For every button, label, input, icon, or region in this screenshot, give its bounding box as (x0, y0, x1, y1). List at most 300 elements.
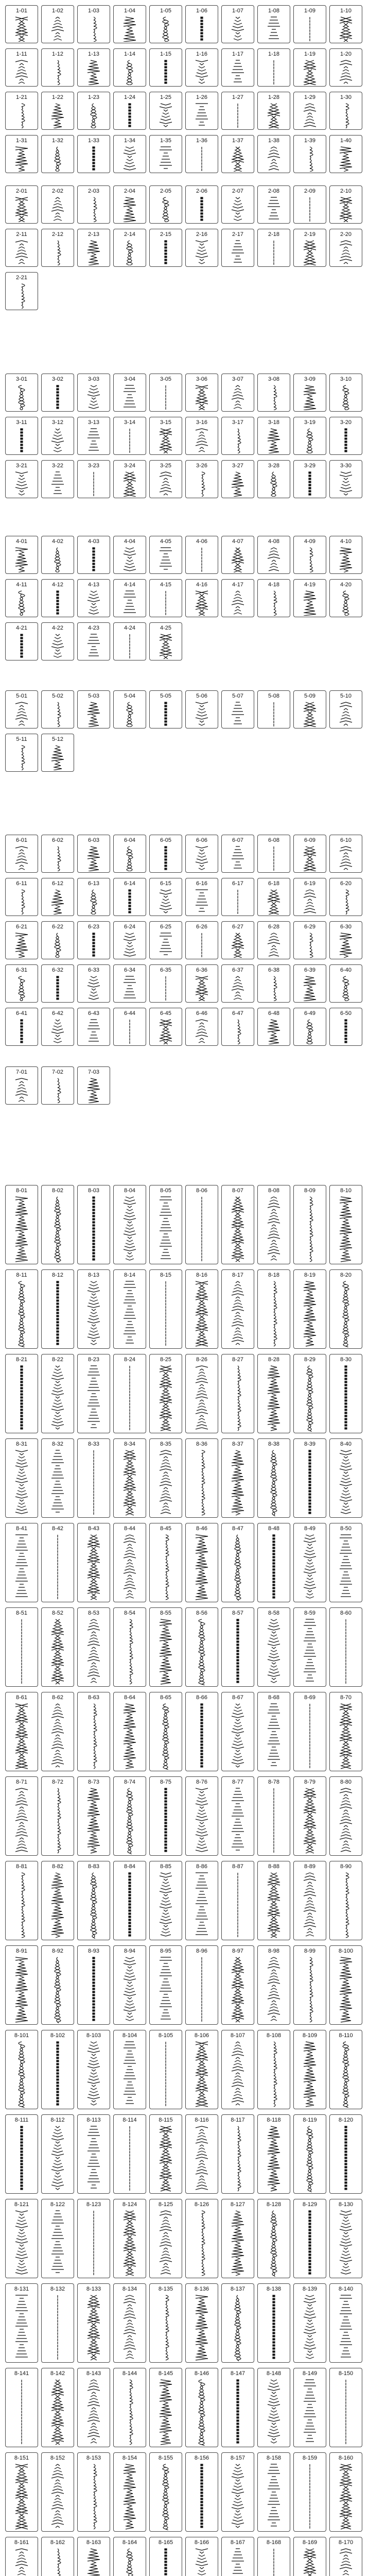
stitch-cell-8-27[interactable] (221, 1354, 254, 1433)
stitch-cell-8-67[interactable] (221, 1692, 254, 1771)
stitch-cell-2-08[interactable] (257, 185, 290, 224)
stitch-cell-3-13[interactable] (77, 417, 110, 455)
stitch-cell-8-102[interactable] (41, 2030, 74, 2109)
stitch-cell-8-01[interactable] (5, 1185, 38, 1264)
stitch-cell-1-39[interactable] (293, 135, 326, 173)
stitch-cell-1-23[interactable] (77, 92, 110, 130)
stitch-cell-3-05[interactable] (149, 374, 182, 412)
stitch-cell-6-46[interactable] (185, 1008, 218, 1046)
stitch-cell-6-26[interactable] (185, 921, 218, 959)
stitch-cell-6-41[interactable] (5, 1008, 38, 1046)
stitch-cell-4-13[interactable] (77, 579, 110, 617)
stitch-cell-8-133[interactable] (77, 2283, 110, 2363)
stitch-cell-8-65[interactable] (149, 1692, 182, 1771)
stitch-cell-6-18[interactable] (257, 878, 290, 916)
stitch-cell-8-32[interactable] (41, 1438, 74, 1518)
stitch-cell-1-37[interactable] (221, 135, 254, 173)
stitch-cell-2-19[interactable] (293, 229, 326, 267)
stitch-cell-5-01[interactable] (5, 690, 38, 728)
stitch-cell-8-50[interactable] (329, 1523, 362, 1602)
stitch-cell-8-155[interactable] (149, 2452, 182, 2532)
stitch-cell-3-24[interactable] (113, 460, 146, 498)
stitch-cell-8-81[interactable] (5, 1861, 38, 1940)
stitch-cell-8-34[interactable] (113, 1438, 146, 1518)
stitch-cell-6-27[interactable] (221, 921, 254, 959)
stitch-cell-8-87[interactable] (221, 1861, 254, 1940)
stitch-cell-8-111[interactable] (5, 2114, 38, 2194)
stitch-cell-1-02[interactable] (41, 5, 74, 43)
stitch-cell-4-17[interactable] (221, 579, 254, 617)
stitch-cell-1-21[interactable] (5, 92, 38, 130)
stitch-cell-8-141[interactable] (5, 2368, 38, 2447)
stitch-cell-8-154[interactable] (113, 2452, 146, 2532)
stitch-cell-3-30[interactable] (329, 460, 362, 498)
stitch-cell-8-31[interactable] (5, 1438, 38, 1518)
stitch-cell-8-149[interactable] (293, 2368, 326, 2447)
stitch-cell-8-78[interactable] (257, 1776, 290, 1856)
stitch-cell-8-118[interactable] (257, 2114, 290, 2194)
stitch-cell-8-46[interactable] (185, 1523, 218, 1602)
stitch-cell-8-60[interactable] (329, 1607, 362, 1687)
stitch-cell-1-15[interactable] (149, 48, 182, 87)
stitch-cell-3-14[interactable] (113, 417, 146, 455)
stitch-cell-8-57[interactable] (221, 1607, 254, 1687)
stitch-cell-8-59[interactable] (293, 1607, 326, 1687)
stitch-cell-8-15[interactable] (149, 1269, 182, 1349)
stitch-cell-1-04[interactable] (113, 5, 146, 43)
stitch-cell-3-27[interactable] (221, 460, 254, 498)
stitch-cell-3-16[interactable] (185, 417, 218, 455)
stitch-cell-6-23[interactable] (77, 921, 110, 959)
stitch-cell-3-07[interactable] (221, 374, 254, 412)
stitch-cell-1-26[interactable] (185, 92, 218, 130)
stitch-cell-3-29[interactable] (293, 460, 326, 498)
stitch-cell-8-106[interactable] (185, 2030, 218, 2109)
stitch-cell-8-23[interactable] (77, 1354, 110, 1433)
stitch-cell-8-85[interactable] (149, 1861, 182, 1940)
stitch-cell-4-05[interactable] (149, 536, 182, 574)
stitch-cell-2-18[interactable] (257, 229, 290, 267)
stitch-cell-8-38[interactable] (257, 1438, 290, 1518)
stitch-cell-8-69[interactable] (293, 1692, 326, 1771)
stitch-cell-8-26[interactable] (185, 1354, 218, 1433)
stitch-cell-8-12[interactable] (41, 1269, 74, 1349)
stitch-cell-8-120[interactable] (329, 2114, 362, 2194)
stitch-cell-6-45[interactable] (149, 1008, 182, 1046)
stitch-cell-8-52[interactable] (41, 1607, 74, 1687)
stitch-cell-4-20[interactable] (329, 579, 362, 617)
stitch-cell-2-07[interactable] (221, 185, 254, 224)
stitch-cell-3-10[interactable] (329, 374, 362, 412)
stitch-cell-8-76[interactable] (185, 1776, 218, 1856)
stitch-cell-8-94[interactable] (113, 1945, 146, 2025)
stitch-cell-1-30[interactable] (329, 92, 362, 130)
stitch-cell-6-42[interactable] (41, 1008, 74, 1046)
stitch-cell-8-17[interactable] (221, 1269, 254, 1349)
stitch-cell-8-166[interactable] (185, 2537, 218, 2576)
stitch-cell-3-21[interactable] (5, 460, 38, 498)
stitch-cell-4-21[interactable] (5, 622, 38, 660)
stitch-cell-2-01[interactable] (5, 185, 38, 224)
stitch-cell-8-158[interactable] (257, 2452, 290, 2532)
stitch-cell-6-28[interactable] (257, 921, 290, 959)
stitch-cell-1-20[interactable] (329, 48, 362, 87)
stitch-cell-1-29[interactable] (293, 92, 326, 130)
stitch-cell-8-02[interactable] (41, 1185, 74, 1264)
stitch-cell-4-18[interactable] (257, 579, 290, 617)
stitch-cell-6-08[interactable] (257, 835, 290, 873)
stitch-cell-5-10[interactable] (329, 690, 362, 728)
stitch-cell-4-07[interactable] (221, 536, 254, 574)
stitch-cell-8-93[interactable] (77, 1945, 110, 2025)
stitch-cell-6-09[interactable] (293, 835, 326, 873)
stitch-cell-8-47[interactable] (221, 1523, 254, 1602)
stitch-cell-1-36[interactable] (185, 135, 218, 173)
stitch-cell-8-163[interactable] (77, 2537, 110, 2576)
stitch-cell-6-34[interactable] (113, 964, 146, 1003)
stitch-cell-8-10[interactable] (329, 1185, 362, 1264)
stitch-cell-8-28[interactable] (257, 1354, 290, 1433)
stitch-cell-5-08[interactable] (257, 690, 290, 728)
stitch-cell-6-31[interactable] (5, 964, 38, 1003)
stitch-cell-8-107[interactable] (221, 2030, 254, 2109)
stitch-cell-6-11[interactable] (5, 878, 38, 916)
stitch-cell-4-23[interactable] (77, 622, 110, 660)
stitch-cell-8-110[interactable] (329, 2030, 362, 2109)
stitch-cell-6-35[interactable] (149, 964, 182, 1003)
stitch-cell-8-84[interactable] (113, 1861, 146, 1940)
stitch-cell-8-121[interactable] (5, 2199, 38, 2278)
stitch-cell-2-14[interactable] (113, 229, 146, 267)
stitch-cell-8-22[interactable] (41, 1354, 74, 1433)
stitch-cell-8-123[interactable] (77, 2199, 110, 2278)
stitch-cell-8-79[interactable] (293, 1776, 326, 1856)
stitch-cell-6-36[interactable] (185, 964, 218, 1003)
stitch-cell-6-39[interactable] (293, 964, 326, 1003)
stitch-cell-8-71[interactable] (5, 1776, 38, 1856)
stitch-cell-2-13[interactable] (77, 229, 110, 267)
stitch-cell-6-49[interactable] (293, 1008, 326, 1046)
stitch-cell-8-75[interactable] (149, 1776, 182, 1856)
stitch-cell-1-40[interactable] (329, 135, 362, 173)
stitch-cell-2-16[interactable] (185, 229, 218, 267)
stitch-cell-2-12[interactable] (41, 229, 74, 267)
stitch-cell-8-88[interactable] (257, 1861, 290, 1940)
stitch-cell-5-02[interactable] (41, 690, 74, 728)
stitch-cell-8-117[interactable] (221, 2114, 254, 2194)
stitch-cell-6-15[interactable] (149, 878, 182, 916)
stitch-cell-8-62[interactable] (41, 1692, 74, 1771)
stitch-cell-8-126[interactable] (185, 2199, 218, 2278)
stitch-cell-3-18[interactable] (257, 417, 290, 455)
stitch-cell-8-96[interactable] (185, 1945, 218, 2025)
stitch-cell-5-04[interactable] (113, 690, 146, 728)
stitch-cell-4-15[interactable] (149, 579, 182, 617)
stitch-cell-1-11[interactable] (5, 48, 38, 87)
stitch-cell-6-13[interactable] (77, 878, 110, 916)
stitch-cell-6-47[interactable] (221, 1008, 254, 1046)
stitch-cell-8-140[interactable] (329, 2283, 362, 2363)
stitch-cell-4-11[interactable] (5, 579, 38, 617)
stitch-cell-5-12[interactable] (41, 734, 74, 772)
stitch-cell-1-03[interactable] (77, 5, 110, 43)
stitch-cell-8-125[interactable] (149, 2199, 182, 2278)
stitch-cell-8-165[interactable] (149, 2537, 182, 2576)
stitch-cell-6-44[interactable] (113, 1008, 146, 1046)
stitch-cell-6-10[interactable] (329, 835, 362, 873)
stitch-cell-1-25[interactable] (149, 92, 182, 130)
stitch-cell-3-26[interactable] (185, 460, 218, 498)
stitch-cell-8-112[interactable] (41, 2114, 74, 2194)
stitch-cell-1-07[interactable] (221, 5, 254, 43)
stitch-cell-8-80[interactable] (329, 1776, 362, 1856)
stitch-cell-8-100[interactable] (329, 1945, 362, 2025)
stitch-cell-2-03[interactable] (77, 185, 110, 224)
stitch-cell-4-24[interactable] (113, 622, 146, 660)
stitch-cell-3-15[interactable] (149, 417, 182, 455)
stitch-cell-8-119[interactable] (293, 2114, 326, 2194)
stitch-cell-8-63[interactable] (77, 1692, 110, 1771)
stitch-cell-8-07[interactable] (221, 1185, 254, 1264)
stitch-cell-3-01[interactable] (5, 374, 38, 412)
stitch-cell-8-86[interactable] (185, 1861, 218, 1940)
stitch-cell-1-01[interactable] (5, 5, 38, 43)
stitch-cell-6-40[interactable] (329, 964, 362, 1003)
stitch-cell-8-37[interactable] (221, 1438, 254, 1518)
stitch-cell-4-03[interactable] (77, 536, 110, 574)
stitch-cell-8-101[interactable] (5, 2030, 38, 2109)
stitch-cell-8-09[interactable] (293, 1185, 326, 1264)
stitch-cell-4-02[interactable] (41, 536, 74, 574)
stitch-cell-5-07[interactable] (221, 690, 254, 728)
stitch-cell-3-20[interactable] (329, 417, 362, 455)
stitch-cell-1-06[interactable] (185, 5, 218, 43)
stitch-cell-8-135[interactable] (149, 2283, 182, 2363)
stitch-cell-8-13[interactable] (77, 1269, 110, 1349)
stitch-cell-8-139[interactable] (293, 2283, 326, 2363)
stitch-cell-6-33[interactable] (77, 964, 110, 1003)
stitch-cell-6-19[interactable] (293, 878, 326, 916)
stitch-cell-8-82[interactable] (41, 1861, 74, 1940)
stitch-cell-4-06[interactable] (185, 536, 218, 574)
stitch-cell-2-17[interactable] (221, 229, 254, 267)
stitch-cell-6-25[interactable] (149, 921, 182, 959)
stitch-cell-2-10[interactable] (329, 185, 362, 224)
stitch-cell-2-21[interactable] (5, 272, 38, 310)
stitch-cell-8-05[interactable] (149, 1185, 182, 1264)
stitch-cell-8-64[interactable] (113, 1692, 146, 1771)
stitch-cell-8-66[interactable] (185, 1692, 218, 1771)
stitch-cell-8-170[interactable] (329, 2537, 362, 2576)
stitch-cell-8-168[interactable] (257, 2537, 290, 2576)
stitch-cell-1-28[interactable] (257, 92, 290, 130)
stitch-cell-8-08[interactable] (257, 1185, 290, 1264)
stitch-cell-8-134[interactable] (113, 2283, 146, 2363)
stitch-cell-1-14[interactable] (113, 48, 146, 87)
stitch-cell-8-55[interactable] (149, 1607, 182, 1687)
stitch-cell-1-24[interactable] (113, 92, 146, 130)
stitch-cell-8-164[interactable] (113, 2537, 146, 2576)
stitch-cell-6-24[interactable] (113, 921, 146, 959)
stitch-cell-3-22[interactable] (41, 460, 74, 498)
stitch-cell-3-17[interactable] (221, 417, 254, 455)
stitch-cell-8-104[interactable] (113, 2030, 146, 2109)
stitch-cell-8-159[interactable] (293, 2452, 326, 2532)
stitch-cell-8-103[interactable] (77, 2030, 110, 2109)
stitch-cell-8-109[interactable] (293, 2030, 326, 2109)
stitch-cell-8-45[interactable] (149, 1523, 182, 1602)
stitch-cell-6-06[interactable] (185, 835, 218, 873)
stitch-cell-8-19[interactable] (293, 1269, 326, 1349)
stitch-cell-3-12[interactable] (41, 417, 74, 455)
stitch-cell-1-18[interactable] (257, 48, 290, 87)
stitch-cell-4-04[interactable] (113, 536, 146, 574)
stitch-cell-3-28[interactable] (257, 460, 290, 498)
stitch-cell-1-34[interactable] (113, 135, 146, 173)
stitch-cell-1-33[interactable] (77, 135, 110, 173)
stitch-cell-4-01[interactable] (5, 536, 38, 574)
stitch-cell-8-99[interactable] (293, 1945, 326, 2025)
stitch-cell-8-116[interactable] (185, 2114, 218, 2194)
stitch-cell-8-21[interactable] (5, 1354, 38, 1433)
stitch-cell-8-24[interactable] (113, 1354, 146, 1433)
stitch-cell-8-128[interactable] (257, 2199, 290, 2278)
stitch-cell-1-32[interactable] (41, 135, 74, 173)
stitch-cell-6-50[interactable] (329, 1008, 362, 1046)
stitch-cell-8-143[interactable] (77, 2368, 110, 2447)
stitch-cell-8-97[interactable] (221, 1945, 254, 2025)
stitch-cell-8-115[interactable] (149, 2114, 182, 2194)
stitch-cell-8-95[interactable] (149, 1945, 182, 2025)
stitch-cell-3-23[interactable] (77, 460, 110, 498)
stitch-cell-8-70[interactable] (329, 1692, 362, 1771)
stitch-cell-8-131[interactable] (5, 2283, 38, 2363)
stitch-cell-7-01[interactable] (5, 1066, 38, 1105)
stitch-cell-3-02[interactable] (41, 374, 74, 412)
stitch-cell-3-19[interactable] (293, 417, 326, 455)
stitch-cell-8-137[interactable] (221, 2283, 254, 2363)
stitch-cell-6-29[interactable] (293, 921, 326, 959)
stitch-cell-6-03[interactable] (77, 835, 110, 873)
stitch-cell-8-127[interactable] (221, 2199, 254, 2278)
stitch-cell-8-43[interactable] (77, 1523, 110, 1602)
stitch-cell-6-37[interactable] (221, 964, 254, 1003)
stitch-cell-8-68[interactable] (257, 1692, 290, 1771)
stitch-cell-6-17[interactable] (221, 878, 254, 916)
stitch-cell-5-11[interactable] (5, 734, 38, 772)
stitch-cell-7-02[interactable] (41, 1066, 74, 1105)
stitch-cell-6-43[interactable] (77, 1008, 110, 1046)
stitch-cell-8-160[interactable] (329, 2452, 362, 2532)
stitch-cell-8-83[interactable] (77, 1861, 110, 1940)
stitch-cell-8-03[interactable] (77, 1185, 110, 1264)
stitch-cell-8-129[interactable] (293, 2199, 326, 2278)
stitch-cell-8-169[interactable] (293, 2537, 326, 2576)
stitch-cell-1-10[interactable] (329, 5, 362, 43)
stitch-cell-8-11[interactable] (5, 1269, 38, 1349)
stitch-cell-5-03[interactable] (77, 690, 110, 728)
stitch-cell-8-132[interactable] (41, 2283, 74, 2363)
stitch-cell-8-44[interactable] (113, 1523, 146, 1602)
stitch-cell-8-48[interactable] (257, 1523, 290, 1602)
stitch-cell-1-08[interactable] (257, 5, 290, 43)
stitch-cell-2-15[interactable] (149, 229, 182, 267)
stitch-cell-8-35[interactable] (149, 1438, 182, 1518)
stitch-cell-8-41[interactable] (5, 1523, 38, 1602)
stitch-cell-1-13[interactable] (77, 48, 110, 87)
stitch-cell-6-30[interactable] (329, 921, 362, 959)
stitch-cell-8-122[interactable] (41, 2199, 74, 2278)
stitch-cell-3-06[interactable] (185, 374, 218, 412)
stitch-cell-8-153[interactable] (77, 2452, 110, 2532)
stitch-cell-8-142[interactable] (41, 2368, 74, 2447)
stitch-cell-4-22[interactable] (41, 622, 74, 660)
stitch-cell-8-04[interactable] (113, 1185, 146, 1264)
stitch-cell-8-61[interactable] (5, 1692, 38, 1771)
stitch-cell-8-51[interactable] (5, 1607, 38, 1687)
stitch-cell-1-17[interactable] (221, 48, 254, 87)
stitch-cell-8-56[interactable] (185, 1607, 218, 1687)
stitch-cell-8-73[interactable] (77, 1776, 110, 1856)
stitch-cell-2-02[interactable] (41, 185, 74, 224)
stitch-cell-8-150[interactable] (329, 2368, 362, 2447)
stitch-cell-8-162[interactable] (41, 2537, 74, 2576)
stitch-cell-6-07[interactable] (221, 835, 254, 873)
stitch-cell-5-06[interactable] (185, 690, 218, 728)
stitch-cell-3-08[interactable] (257, 374, 290, 412)
stitch-cell-4-10[interactable] (329, 536, 362, 574)
stitch-cell-2-04[interactable] (113, 185, 146, 224)
stitch-cell-8-145[interactable] (149, 2368, 182, 2447)
stitch-cell-3-11[interactable] (5, 417, 38, 455)
stitch-cell-8-06[interactable] (185, 1185, 218, 1264)
stitch-cell-6-32[interactable] (41, 964, 74, 1003)
stitch-cell-8-25[interactable] (149, 1354, 182, 1433)
stitch-cell-8-148[interactable] (257, 2368, 290, 2447)
stitch-cell-8-40[interactable] (329, 1438, 362, 1518)
stitch-cell-8-20[interactable] (329, 1269, 362, 1349)
stitch-cell-8-39[interactable] (293, 1438, 326, 1518)
stitch-cell-8-130[interactable] (329, 2199, 362, 2278)
stitch-cell-1-27[interactable] (221, 92, 254, 130)
stitch-cell-2-11[interactable] (5, 229, 38, 267)
stitch-cell-8-92[interactable] (41, 1945, 74, 2025)
stitch-cell-1-12[interactable] (41, 48, 74, 87)
stitch-cell-4-19[interactable] (293, 579, 326, 617)
stitch-cell-2-09[interactable] (293, 185, 326, 224)
stitch-cell-8-42[interactable] (41, 1523, 74, 1602)
stitch-cell-6-38[interactable] (257, 964, 290, 1003)
stitch-cell-6-48[interactable] (257, 1008, 290, 1046)
stitch-cell-3-09[interactable] (293, 374, 326, 412)
stitch-cell-8-29[interactable] (293, 1354, 326, 1433)
stitch-cell-1-09[interactable] (293, 5, 326, 43)
stitch-cell-4-16[interactable] (185, 579, 218, 617)
stitch-cell-8-14[interactable] (113, 1269, 146, 1349)
stitch-cell-8-114[interactable] (113, 2114, 146, 2194)
stitch-cell-4-14[interactable] (113, 579, 146, 617)
stitch-cell-2-20[interactable] (329, 229, 362, 267)
stitch-cell-8-161[interactable] (5, 2537, 38, 2576)
stitch-cell-8-156[interactable] (185, 2452, 218, 2532)
stitch-cell-8-54[interactable] (113, 1607, 146, 1687)
stitch-cell-6-16[interactable] (185, 878, 218, 916)
stitch-cell-2-06[interactable] (185, 185, 218, 224)
stitch-cell-8-167[interactable] (221, 2537, 254, 2576)
stitch-cell-8-144[interactable] (113, 2368, 146, 2447)
stitch-cell-3-04[interactable] (113, 374, 146, 412)
stitch-cell-6-02[interactable] (41, 835, 74, 873)
